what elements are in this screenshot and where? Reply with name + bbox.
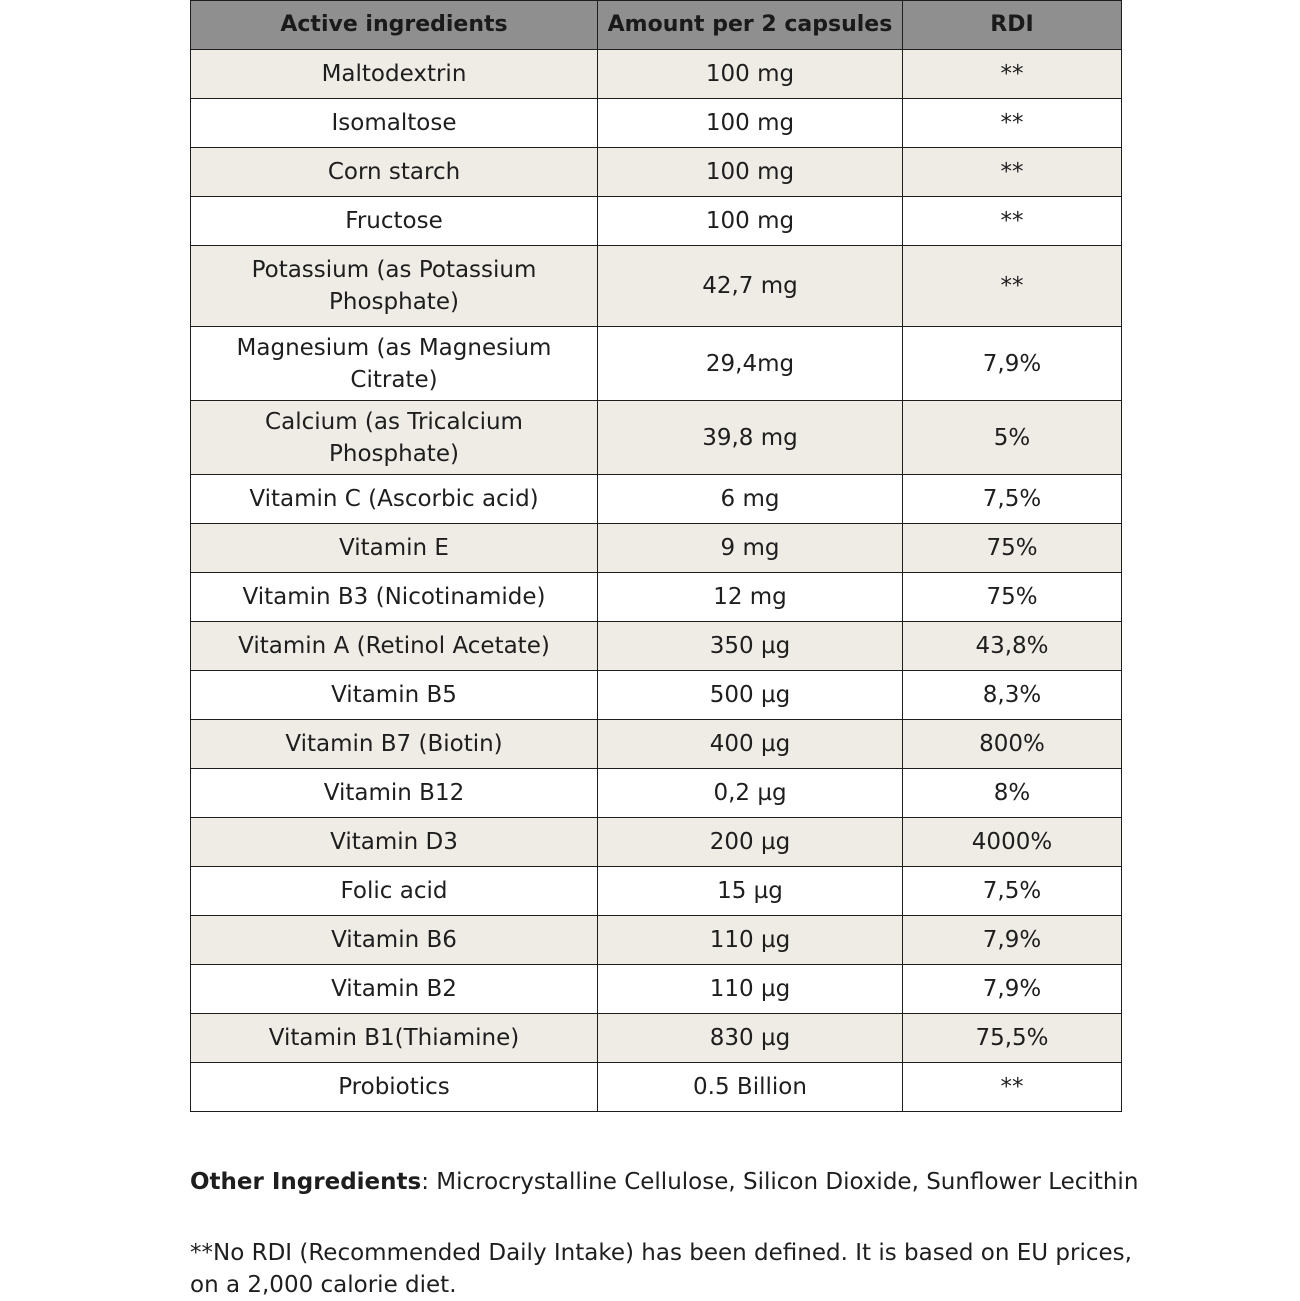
table-row	[191, 50, 1122, 99]
table-row	[191, 867, 1122, 916]
ingredient-cell: Vitamin B3 (Nicotinamide)	[191, 573, 598, 622]
amount-cell: 0,2 µg	[598, 769, 903, 818]
table-row	[191, 573, 1122, 622]
rdi-cell: **	[903, 148, 1122, 197]
amount-cell: 100 mg	[598, 50, 903, 99]
header-active-ingredients: Active ingredients	[191, 1, 598, 50]
amount-cell: 9 mg	[598, 524, 903, 573]
rdi-cell: 7,9%	[903, 327, 1122, 401]
table-row	[191, 818, 1122, 867]
rdi-cell: **	[903, 1063, 1122, 1112]
ingredient-cell: Calcium (as Tricalcium Phosphate)	[191, 401, 598, 475]
amount-cell: 6 mg	[598, 475, 903, 524]
table-row	[191, 622, 1122, 671]
table-row	[191, 965, 1122, 1014]
amount-cell: 350 µg	[598, 622, 903, 671]
ingredient-cell: Probiotics	[191, 1063, 598, 1112]
rdi-cell: 7,9%	[903, 916, 1122, 965]
table-row	[191, 1014, 1122, 1063]
ingredient-cell: Magnesium (as Magnesium Citrate)	[191, 327, 598, 401]
rdi-cell: **	[903, 99, 1122, 148]
amount-cell: 100 mg	[598, 99, 903, 148]
rdi-cell: 43,8%	[903, 622, 1122, 671]
table-row	[191, 524, 1122, 573]
amount-cell: 830 µg	[598, 1014, 903, 1063]
ingredient-cell: Folic acid	[191, 867, 598, 916]
amount-cell: 500 µg	[598, 671, 903, 720]
footnote: **No RDI (Recommended Daily Intake) has been defined. It is based on EU prices, on a 2,000 calorie diet.	[190, 1240, 1132, 1298]
ingredient-cell: Vitamin B7 (Biotin)	[191, 720, 598, 769]
table-row	[191, 769, 1122, 818]
amount-cell: 100 mg	[598, 197, 903, 246]
rdi-cell: 7,5%	[903, 475, 1122, 524]
header-rdi: RDI	[903, 1, 1122, 50]
rdi-cell: 75%	[903, 573, 1122, 622]
other-ingredients-label: Other Ingredients	[190, 1169, 422, 1195]
header-amount: Amount per 2 capsules	[598, 1, 903, 50]
table-row	[191, 246, 1122, 327]
ingredient-cell: Vitamin B12	[191, 769, 598, 818]
ingredient-cell: Potassium (as Potassium Phosphate)	[191, 246, 598, 327]
rdi-cell: 8%	[903, 769, 1122, 818]
ingredient-cell: Vitamin E	[191, 524, 598, 573]
table-row	[191, 401, 1122, 475]
rdi-cell: **	[903, 50, 1122, 99]
rdi-cell: **	[903, 246, 1122, 327]
ingredient-cell: Maltodextrin	[191, 50, 598, 99]
rdi-cell: **	[903, 197, 1122, 246]
ingredient-cell: Isomaltose	[191, 99, 598, 148]
table-row	[191, 148, 1122, 197]
ingredient-cell: Vitamin A (Retinol Acetate)	[191, 622, 598, 671]
amount-cell: 110 µg	[598, 965, 903, 1014]
ingredient-cell: Fructose	[191, 197, 598, 246]
amount-cell: 12 mg	[598, 573, 903, 622]
rdi-cell: 7,5%	[903, 867, 1122, 916]
ingredient-cell: Vitamin B6	[191, 916, 598, 965]
amount-cell: 200 µg	[598, 818, 903, 867]
other-ingredients	[190, 1166, 1190, 1198]
ingredient-cell: Corn starch	[191, 148, 598, 197]
table-row	[191, 720, 1122, 769]
rdi-cell: 75%	[903, 524, 1122, 573]
amount-cell: 0.5 Billion	[598, 1063, 903, 1112]
ingredient-cell: Vitamin B1(Thiamine)	[191, 1014, 598, 1063]
ingredients-table	[190, 0, 1122, 1112]
amount-cell: 42,7 mg	[598, 246, 903, 327]
amount-cell: 100 mg	[598, 148, 903, 197]
table-row	[191, 671, 1122, 720]
table-header-row	[191, 1, 1122, 50]
ingredient-cell: Vitamin C (Ascorbic acid)	[191, 475, 598, 524]
amount-cell: 29,4mg	[598, 327, 903, 401]
table-row	[191, 916, 1122, 965]
rdi-cell: 4000%	[903, 818, 1122, 867]
amount-cell: 400 µg	[598, 720, 903, 769]
rdi-cell: 8,3%	[903, 671, 1122, 720]
rdi-cell: 7,9%	[903, 965, 1122, 1014]
other-ingredients-text: : Microcrystalline Cellulose, Silicon Dioxide, Sunflower Lecithin	[421, 1169, 1139, 1195]
ingredient-cell: Vitamin D3	[191, 818, 598, 867]
table-row	[191, 327, 1122, 401]
table-row	[191, 1063, 1122, 1112]
amount-cell: 39,8 mg	[598, 401, 903, 475]
table-row	[191, 475, 1122, 524]
ingredient-cell: Vitamin B5	[191, 671, 598, 720]
ingredient-cell: Vitamin B2	[191, 965, 598, 1014]
rdi-cell: 75,5%	[903, 1014, 1122, 1063]
table-row	[191, 197, 1122, 246]
amount-cell: 110 µg	[598, 916, 903, 965]
amount-cell: 15 µg	[598, 867, 903, 916]
table-row	[191, 99, 1122, 148]
ingredients-table-container	[190, 0, 1121, 1112]
rdi-cell: 800%	[903, 720, 1122, 769]
rdi-cell: 5%	[903, 401, 1122, 475]
